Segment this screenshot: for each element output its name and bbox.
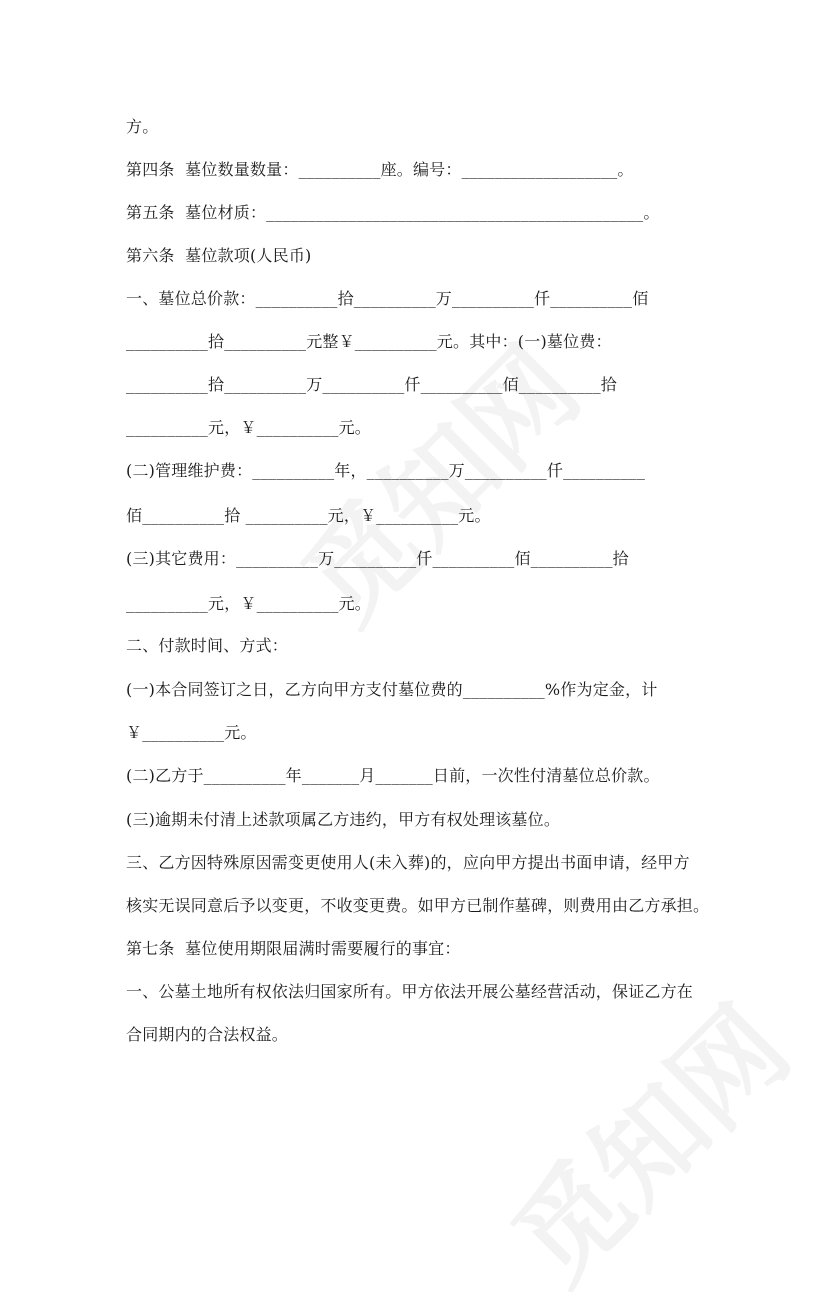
document-line: 佰__________拾 __________元，￥__________元。 <box>126 506 491 525</box>
document-line: 合同期内的合法权益。 <box>126 1025 289 1044</box>
document-line: __________元，￥__________元。 <box>126 594 372 613</box>
document-line: 一、公墓土地所有权依法归国家所有。甲方依法开展公墓经营活动，保证乙方在 <box>126 982 694 1001</box>
document-line: (二)乙方于__________年_______月_______日前，一次性付清墓位总价款。 <box>126 766 660 785</box>
document-line: (二)管理维护费：__________年，__________万__________仟__________ <box>126 461 646 480</box>
document-line: __________拾__________万__________仟__________佰__________拾 <box>126 375 617 394</box>
document-line: (三)逾期未付清上述款项属乙方违约，甲方有权处理该墓位。 <box>126 810 561 829</box>
document-line: (三)其它费用：__________万__________仟__________佰__________拾 <box>126 549 629 568</box>
document-line: 方。 <box>126 117 159 136</box>
document-line: 第七条 墓位使用期限届满时需要履行的事宜： <box>126 939 461 958</box>
document-line: 第四条 墓位数量数量：__________座。编号：___________________。 <box>126 160 634 179</box>
watermark <box>472 966 817 1311</box>
document-line: 第五条 墓位材质：______________________________________________。 <box>126 203 660 222</box>
document-line: ￥__________元。 <box>126 723 257 742</box>
document-line: 第六条 墓位款项(人民币) <box>126 246 312 265</box>
document-line: 三、乙方因特殊原因需变更使用人(未入葬)的，应向甲方提出书面申请，经甲方 <box>126 853 690 872</box>
document-line: 二、付款时间、方式： <box>126 636 289 655</box>
document-line: __________元，￥__________元。 <box>126 418 372 437</box>
document-line: 一、墓位总价款：__________拾__________万__________仟__________佰 <box>126 289 649 308</box>
document-line: (一)本合同签订之日，乙方向甲方支付墓位费的__________%作为定金，计 <box>126 680 658 699</box>
document-line: 核实无误同意后予以变更，不收变更费。如甲方已制作墓碑，则费用由乙方承担。 <box>126 896 710 915</box>
document-line: __________拾__________元整￥__________元。其中：(一)墓位费： <box>126 332 612 351</box>
